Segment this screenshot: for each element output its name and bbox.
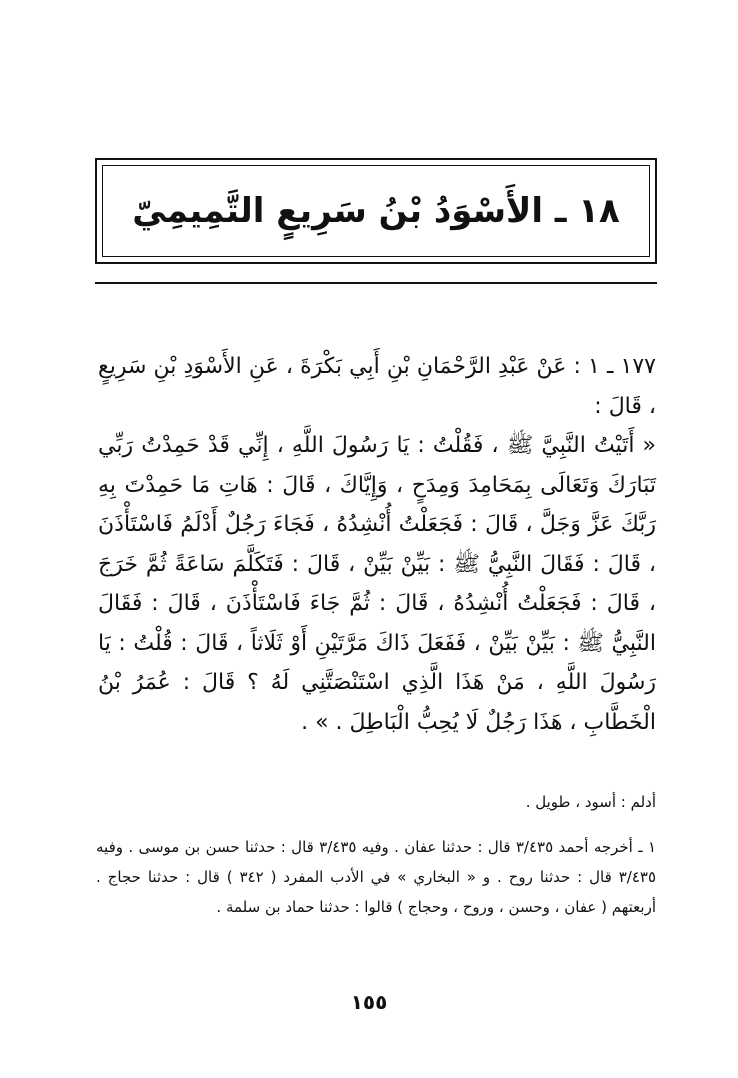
word-gloss: أدلم : أسود ، طويل .	[525, 793, 656, 811]
title-divider	[95, 282, 657, 284]
hadith-isnad: ١٧٧ ـ ١ : عَنْ عَبْدِ الرَّحْمَانِ بْنِ أَبِي بَكْرَةَ ، عَنِ الأَسْوَدِ بْنِ سَرِيعٍ ، قَالَ :	[98, 354, 656, 419]
footnote-1: ١ ـ أخرجه أحمد ٣/٤٣٥ قال : حدثنا عفان . وفيه ٣/٤٣٥ قال : حدثنا حسن بن موسى . وفيه ٣/٤٣٥ قال : حدثنا روح . و « البخاري » في الأدب المفرد ( ٣٤٢ ) قال : حدثنا حجاج . أربعتهم ( عفان ، وحسن ، وروح ، وحجاج ) قالوا : حدثنا حماد بن سلمة .	[96, 838, 657, 916]
footnotes	[96, 832, 656, 922]
chapter-title-frame	[95, 158, 657, 264]
hadith-text	[98, 347, 656, 742]
hadith-matn: « أَتَيْتُ النَّبِيَّ ﷺ ، فَقُلْتُ : يَا رَسُولَ اللَّهِ ، إِنِّي قَدْ حَمِدْتُ رَبِّي تَبَارَكَ وَتَعَالَى بِمَحَامِدَ وَمِدَحٍ ، وَإِيَّاكَ ، قَالَ : هَاتِ مَا حَمِدْتَ بِهِ رَبَّكَ عَزَّ وَجَلَّ ، قَالَ : فَجَعَلْتُ أُنْشِدُهُ ، فَجَاءَ رَجُلٌ أَدْلَمُ فَاسْتَأْذَنَ ، قَالَ : فَقَالَ النَّبِيُّ ﷺ : بَيِّنْ بَيِّنْ ، قَالَ : فَتَكَلَّمَ سَاعَةً ثُمَّ خَرَجَ ، قَالَ : فَجَعَلْتُ أُنْشِدُهُ ، قَالَ : ثُمَّ جَاءَ فَاسْتَأْذَنَ ، قَالَ : فَقَالَ النَّبِيُّ ﷺ : بَيِّنْ بَيِّنْ ، فَفَعَلَ ذَاكَ مَرَّتَيْنِ أَوْ ثَلَاثاً ، قَالَ : قُلْتُ : يَا رَسُولَ اللَّهِ ، مَنْ هَذَا الَّذِي اسْتَنْصَتَّنِي لَهُ ؟ قَالَ : عُمَرُ بْنُ الْخَطَّابِ ، هَذَا رَجُلٌ لَا يُحِبُّ الْبَاطِلَ . » .	[98, 433, 656, 735]
chapter-title: ١٨ ـ الأَسْوَدُ بْنُ سَرِيعٍ التَّمِيمِيّ	[132, 191, 620, 231]
page-number: ١٥٥	[350, 990, 388, 1014]
